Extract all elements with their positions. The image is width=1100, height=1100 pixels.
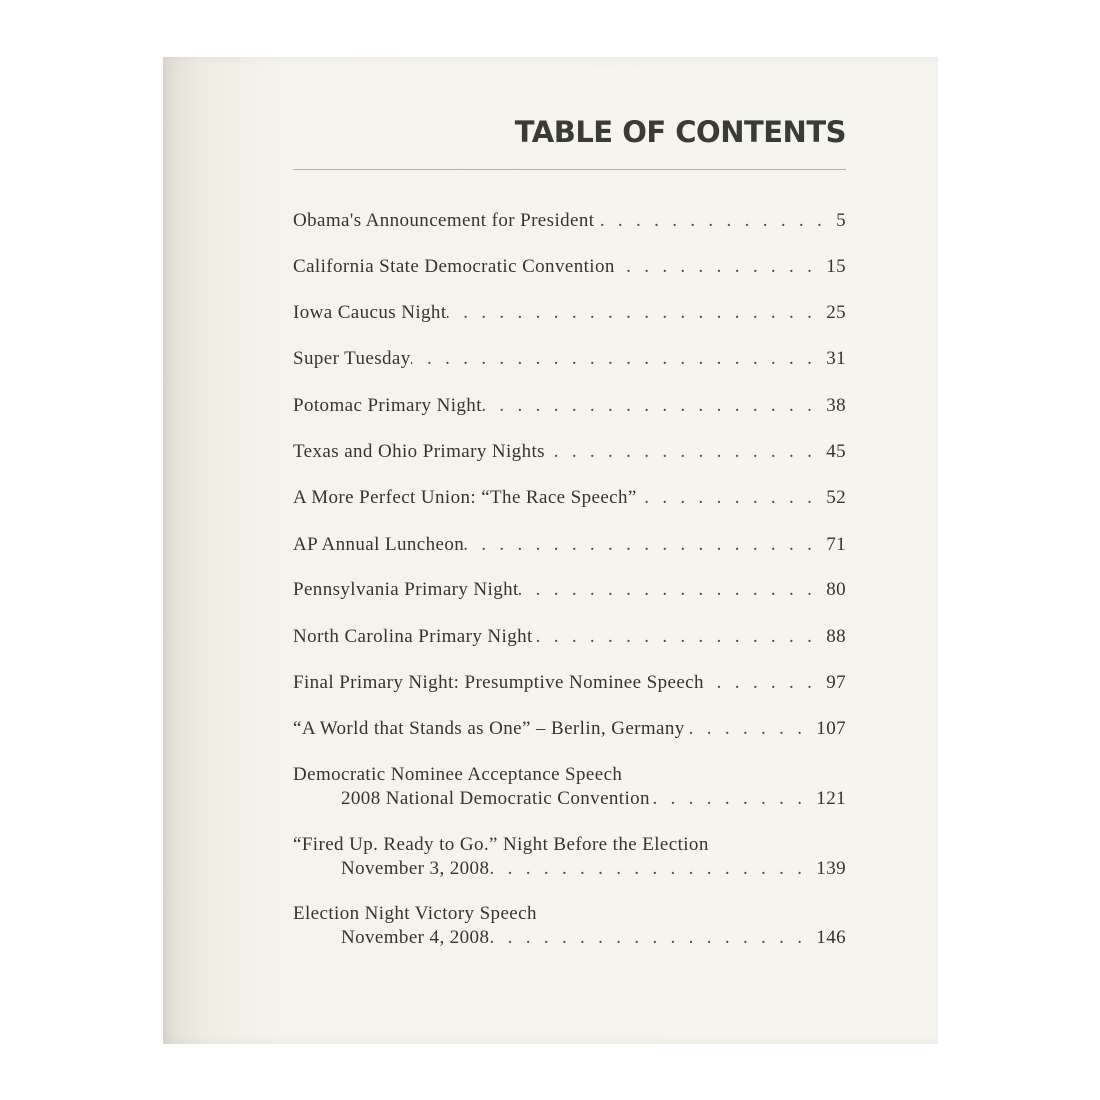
- dot-leader: [704, 671, 826, 695]
- dot-leader: [464, 533, 826, 557]
- toc-entry: [293, 486, 846, 510]
- toc-page-number: 52: [826, 487, 846, 508]
- toc-page-number: 38: [826, 395, 846, 416]
- toc-page-number: 107: [816, 718, 846, 739]
- toc-page-number: 45: [826, 441, 846, 462]
- toc-entry-title: California State Democratic Convention: [293, 256, 615, 277]
- toc-entry: [293, 671, 846, 695]
- toc-entry-title: “Fired Up. Ready to Go.” Night Before the Election: [293, 834, 709, 855]
- dot-leader: [411, 347, 827, 371]
- toc-entry-title: A More Perfect Union: “The Race Speech”: [293, 487, 637, 508]
- toc-page-number: 25: [826, 302, 846, 323]
- toc-entry: [293, 209, 846, 233]
- dot-leader: [447, 301, 827, 325]
- toc-entry: [293, 578, 846, 602]
- dot-leader: [615, 255, 826, 279]
- title-divider: [293, 169, 846, 170]
- toc-entry-title: AP Annual Luncheon: [293, 534, 465, 555]
- toc-entry-title: Pennsylvania Primary Night: [293, 579, 519, 600]
- toc-entry-subtitle: November 3, 2008: [341, 858, 490, 879]
- toc-entry-title: Super Tuesday: [293, 348, 411, 369]
- toc-entry: [293, 625, 846, 649]
- toc-page-number: 139: [816, 858, 846, 879]
- toc-page-number: 121: [816, 788, 846, 809]
- dot-leader: [650, 787, 816, 811]
- toc-page-number: 80: [826, 579, 846, 600]
- toc-entry-title: Obama's Announcement for President: [293, 210, 595, 231]
- book-page: [163, 57, 938, 1044]
- dot-leader: [685, 717, 817, 741]
- toc-entry: [293, 440, 846, 464]
- dot-leader: [489, 857, 816, 881]
- dot-leader: [545, 440, 826, 464]
- toc-entry: [293, 833, 846, 881]
- toc-entry: [293, 394, 846, 418]
- dot-leader: [519, 578, 826, 602]
- toc-entry-title: Final Primary Night: Presumptive Nominee Speech: [293, 672, 704, 693]
- toc-entry: [293, 255, 846, 279]
- dot-leader: [489, 926, 816, 950]
- toc-entry: [293, 347, 846, 371]
- toc-page-number: 88: [826, 626, 846, 647]
- toc-page-number: 5: [836, 210, 846, 231]
- toc-entry: [293, 763, 846, 811]
- toc-entry: [293, 717, 846, 741]
- toc-entry: [293, 533, 846, 557]
- dot-leader: [594, 209, 836, 233]
- page-title: TABLE OF CONTENTS: [514, 115, 846, 149]
- toc-entry-subtitle: November 4, 2008: [341, 927, 490, 948]
- dot-leader: [533, 625, 826, 649]
- toc-entry: [293, 301, 846, 325]
- toc-entry: [293, 902, 846, 950]
- toc-entry-title: Election Night Victory Speech: [293, 903, 537, 924]
- toc-page-number: 31: [826, 348, 846, 369]
- toc-entry-title: Democratic Nominee Acceptance Speech: [293, 764, 623, 785]
- toc-page-number: 71: [826, 534, 846, 555]
- toc-entry-subtitle: 2008 National Democratic Convention: [341, 788, 650, 809]
- toc-page-number: 15: [826, 256, 846, 277]
- toc-page-number: 97: [826, 672, 846, 693]
- dot-leader: [637, 486, 826, 510]
- toc-entry-title: Potomac Primary Night: [293, 395, 482, 416]
- toc-entry-title: Iowa Caucus Night: [293, 302, 447, 323]
- toc-page-number: 146: [816, 927, 846, 948]
- toc-entry-title: Texas and Ohio Primary Nights: [293, 441, 545, 462]
- dot-leader: [482, 394, 826, 418]
- toc-entry-title: North Carolina Primary Night: [293, 626, 533, 647]
- toc-entry-title: “A World that Stands as One” – Berlin, Germany: [293, 718, 685, 739]
